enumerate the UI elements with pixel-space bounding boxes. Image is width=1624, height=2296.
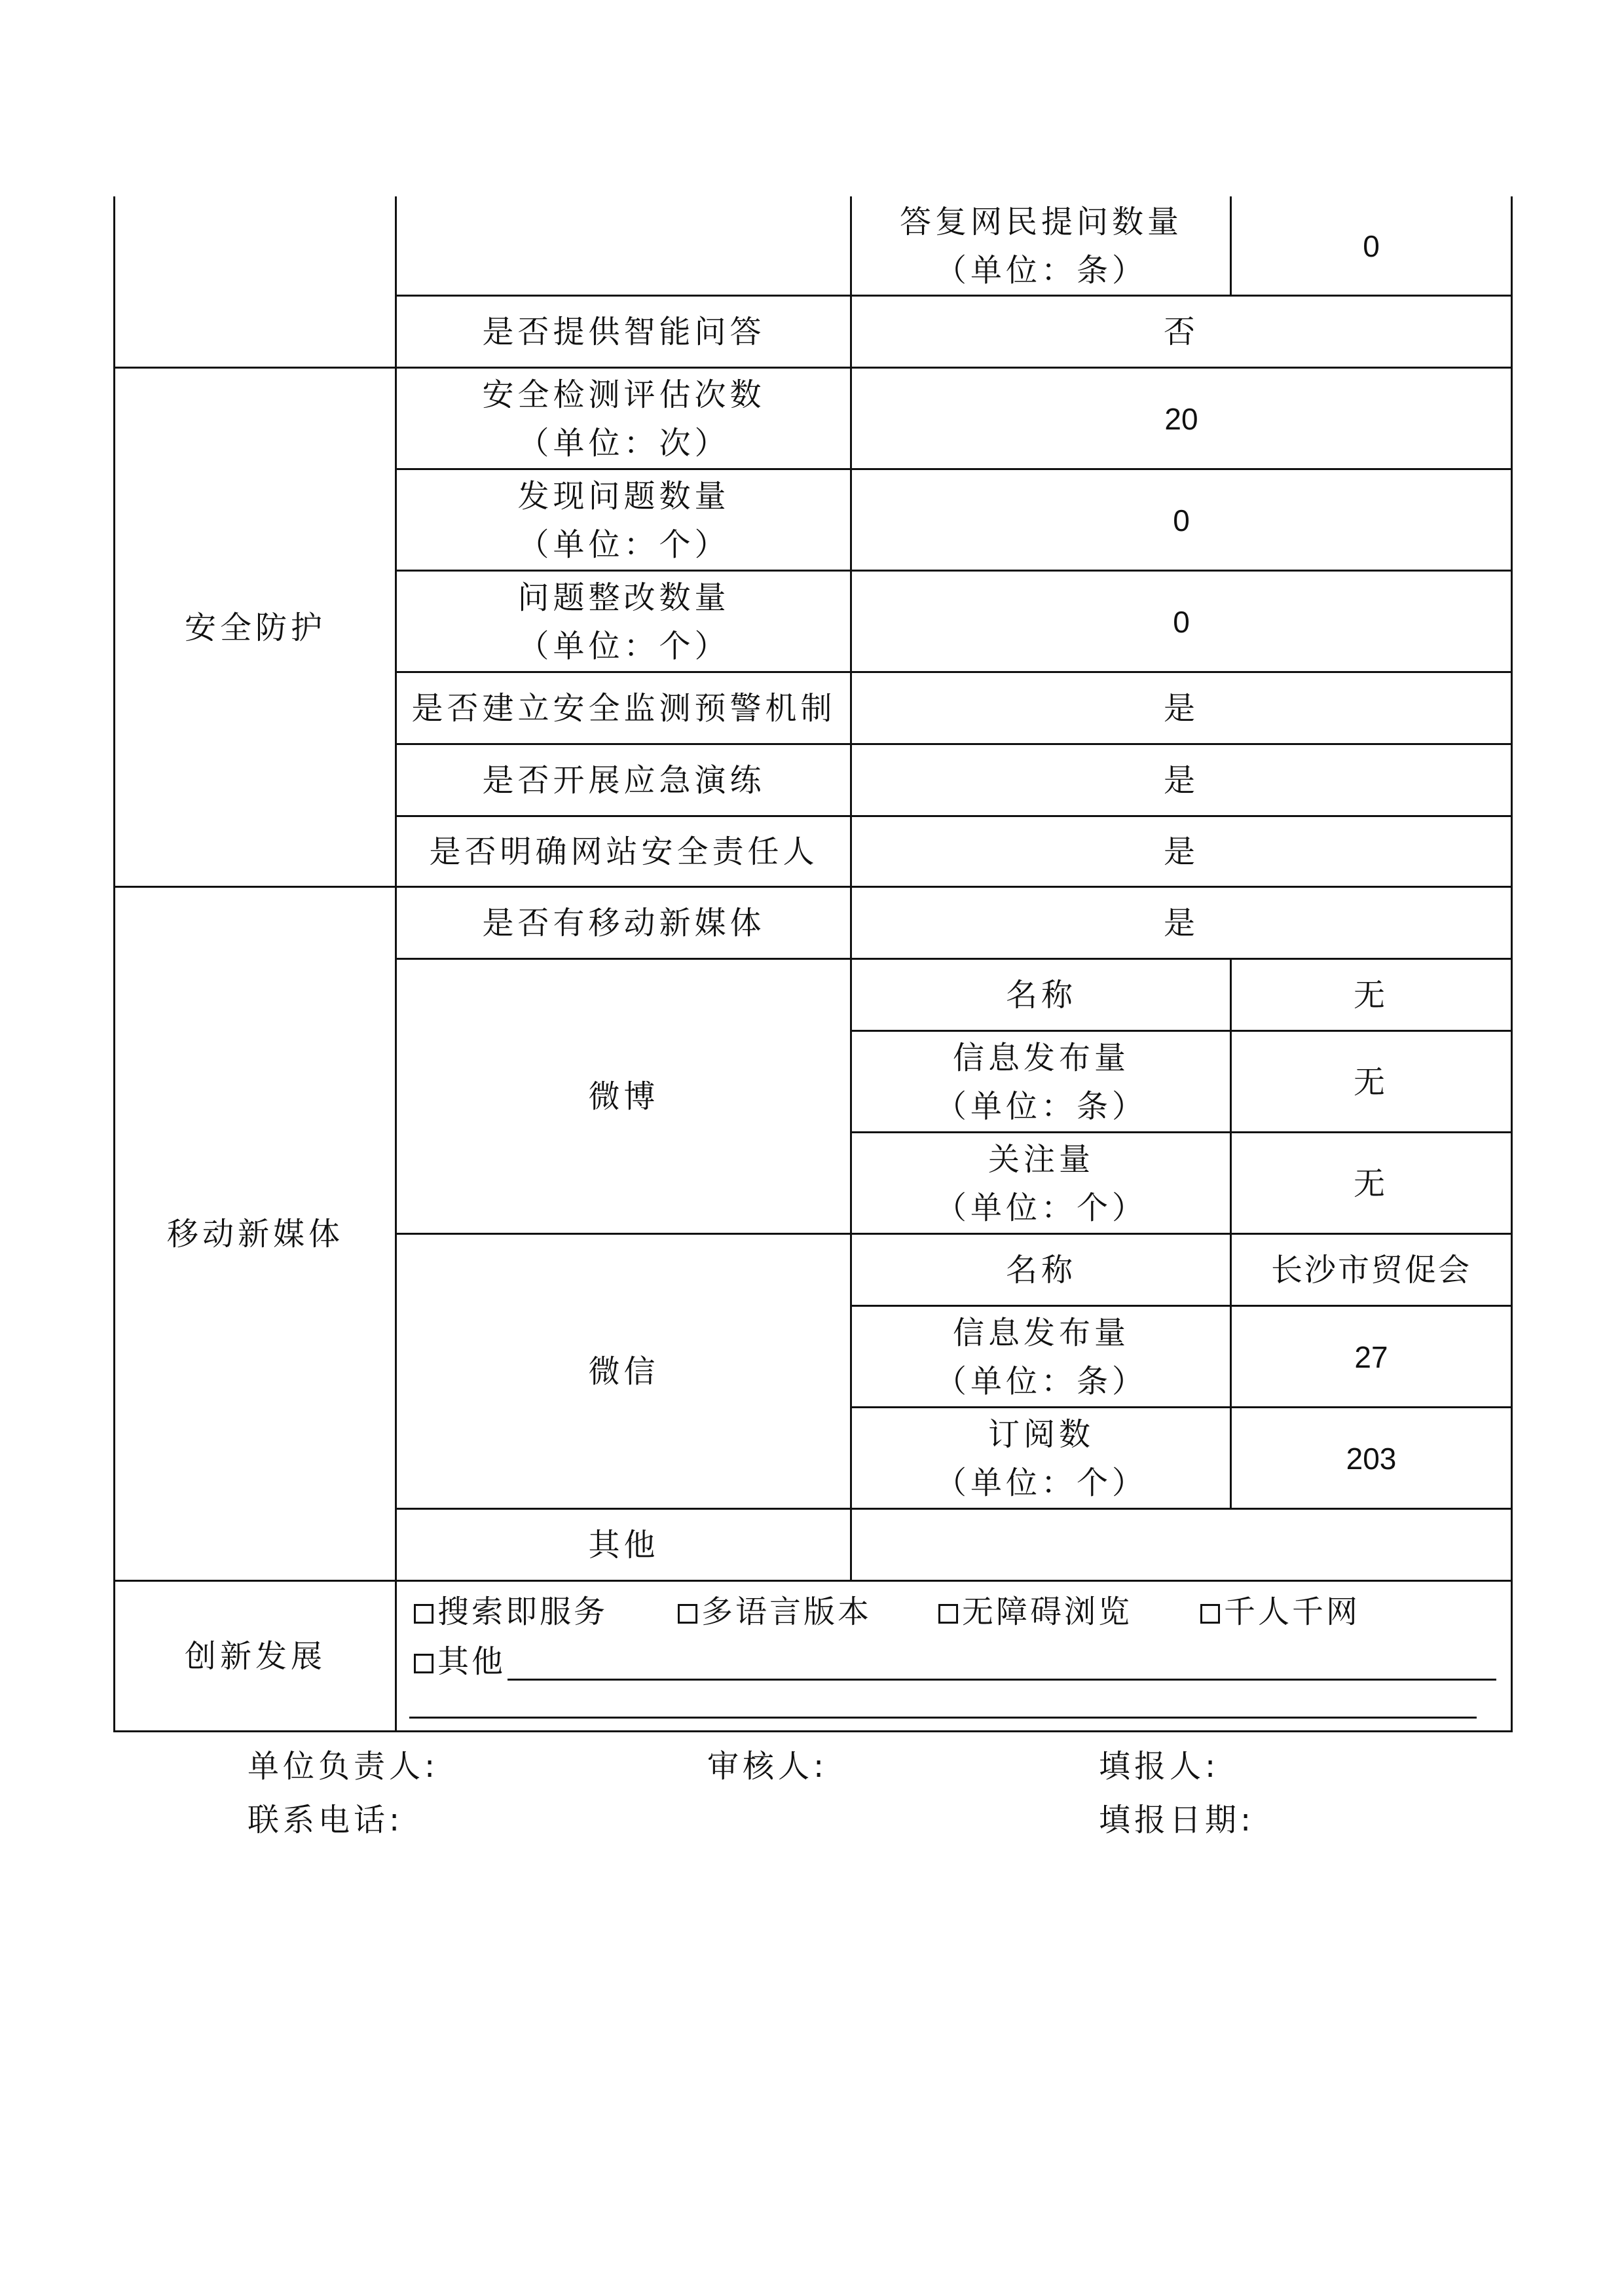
reply-count-value: 0 [1363,229,1380,263]
weibo-label: 微博 [588,1078,659,1115]
wechat-subs-value: 203 [1346,1441,1397,1476]
weibo-name-value: 无 [1353,977,1389,1013]
phone-label: 联系电话: [248,1802,404,1838]
innovation-option-accessible[interactable]: 无障碍浏览 [938,1592,1132,1631]
innovation-option-personalized[interactable]: 千人千网 [1200,1592,1360,1631]
grid-line [851,1030,1513,1032]
innovation-option-other[interactable]: 其他 [414,1642,506,1681]
security-eval-value: 20 [1164,401,1198,436]
unit-head-label: 单位负责人: [248,1748,439,1785]
checkbox-icon[interactable] [1200,1604,1220,1624]
weibo-followers-label: 关注量 （单位：个） [934,1140,1147,1226]
wechat-name-value: 长沙市贸促会 [1270,1252,1471,1288]
grid-line [396,295,1513,297]
grid-line [115,367,1513,369]
emergency-drill-value: 是 [1163,762,1199,799]
security-eval-label: 安全检测评估次数 （单位：次） [482,376,766,462]
grid-line [1230,196,1232,296]
weibo-followers-value: 无 [1353,1165,1389,1202]
wechat-subs-label: 订阅数 （单位：个） [934,1415,1147,1501]
security-owner-label: 是否明确网站安全责任人 [429,833,819,870]
grid-line [396,1233,1513,1235]
issues-fixed-value: 0 [1173,604,1190,639]
grid-line [115,886,1513,888]
grid-line [851,1406,1513,1408]
reply-count-label: 答复网民提问数量 （单位：条） [899,204,1183,289]
wechat-posts-label: 信息发布量 （单位：条） [934,1314,1147,1400]
other-fill-line[interactable] [507,1679,1496,1681]
innovation-option-multilang[interactable]: 多语言版本 [678,1592,872,1631]
checkbox-icon[interactable] [414,1654,434,1673]
weibo-posts-value: 无 [1353,1063,1389,1101]
security-owner-value: 是 [1163,833,1199,870]
grid-line [396,958,1513,960]
filler-label: 填报人: [1099,1748,1220,1785]
checkbox-icon[interactable] [678,1604,697,1624]
smart-qa-value: 否 [1163,314,1199,350]
grid-line [396,815,1513,817]
fill-date-label: 填报日期: [1099,1802,1255,1838]
media-other-label: 其他 [588,1527,659,1563]
weibo-name-label: 名称 [1005,977,1077,1013]
grid-line [395,196,397,1732]
reviewer-label: 审核人: [707,1748,828,1785]
grid-line [851,1305,1513,1307]
grid-line [851,1131,1513,1133]
issues-found-value: 0 [1173,503,1190,538]
grid-line [1511,196,1513,1732]
wechat-posts-value: 27 [1354,1339,1388,1374]
has-media-label: 是否有移动新媒体 [482,905,766,941]
other-fill-line-2[interactable] [409,1717,1477,1719]
grid-line [850,196,852,1582]
warning-mechanism-value: 是 [1163,690,1199,727]
checkbox-icon[interactable] [414,1604,434,1624]
issues-fixed-label: 问题整改数量 （单位：个） [517,579,730,665]
wechat-label: 微信 [588,1353,659,1390]
security-section-label: 安全防护 [184,609,326,646]
innovation-section-label: 创新发展 [184,1638,326,1675]
wechat-name-label: 名称 [1005,1252,1077,1288]
warning-mechanism-label: 是否建立安全监测预警机制 [411,690,836,727]
innovation-option-search[interactable]: 搜索即服务 [414,1592,608,1631]
grid-line [115,1730,1513,1732]
smart-qa-label: 是否提供智能问答 [482,314,766,350]
emergency-drill-label: 是否开展应急演练 [482,762,766,799]
grid-line [396,671,1513,673]
media-section-label: 移动新媒体 [166,1216,344,1252]
weibo-posts-label: 信息发布量 （单位：条） [934,1039,1147,1125]
checkbox-icon[interactable] [938,1604,958,1624]
grid-line [113,196,115,1732]
grid-line [396,468,1513,470]
media-other-value [851,1509,1511,1581]
grid-line [396,570,1513,572]
grid-line [396,1508,1513,1510]
grid-line [115,1580,1513,1582]
grid-line [396,743,1513,745]
grid-line [1230,958,1232,1509]
issues-found-label: 发现问题数量 （单位：个） [517,477,730,563]
has-media-value: 是 [1163,905,1199,941]
